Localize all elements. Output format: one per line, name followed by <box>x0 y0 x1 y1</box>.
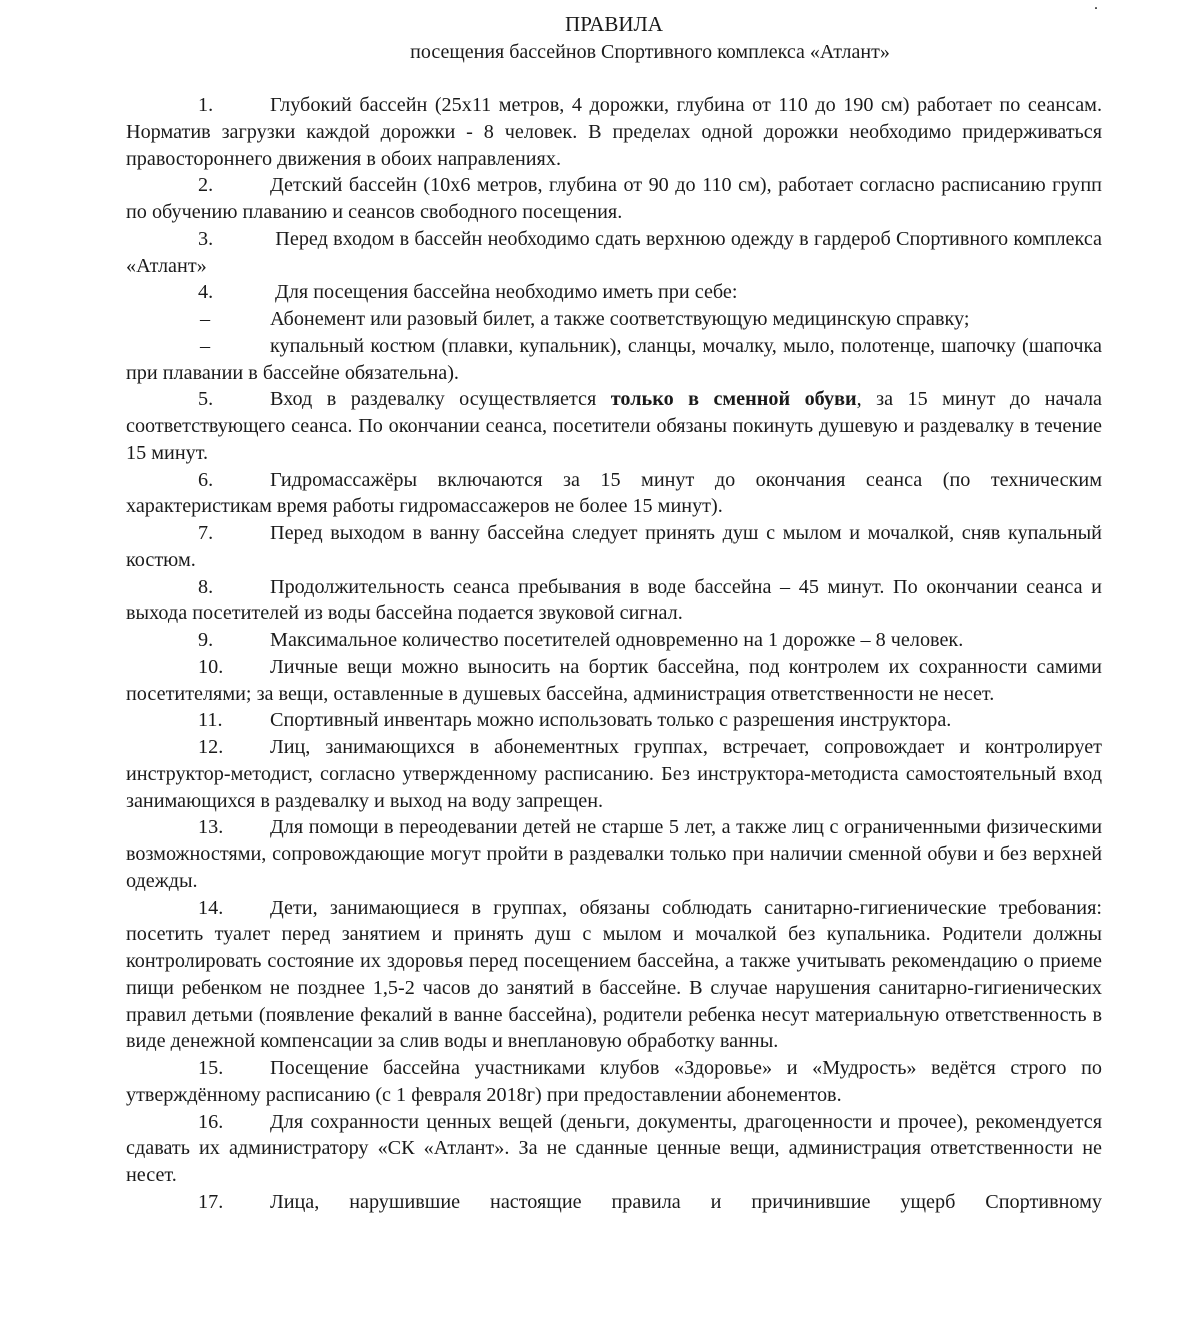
rule-item-11 <box>126 707 1102 734</box>
rule-text: Для помощи в переодевании детей не старше 5 лет, а также лиц с ограниченными физическими возможностями, сопровождающие могут пройти в раздевалки только при наличии сменной обуви и без верхней одежды. <box>126 816 1102 892</box>
list-dash: – <box>200 308 211 330</box>
rule-item-14 <box>126 895 1102 1056</box>
rule-text: Перед выходом в ванну бассейна следует принять душ с мылом и мочалкой, сняв купальный костюм. <box>126 522 1102 571</box>
rule-item-5 <box>126 386 1102 466</box>
rule-number: 11. <box>198 709 223 732</box>
rule-item-17 <box>126 1189 1102 1216</box>
rule-number: 3. <box>198 227 214 250</box>
rule-number: 13. <box>198 816 224 839</box>
rule-item-4 <box>126 279 1102 306</box>
rule-text: Посещение бассейна участниками клубов «Здоровье» и «Мудрость» ведётся строго по утверждённому расписанию (с 1 февраля 2018г) при предоставлении абонементов. <box>126 1057 1102 1106</box>
rule-number: 1. <box>198 94 214 116</box>
document-title: ПРАВИЛА <box>565 12 663 36</box>
rule-subitem-ticket <box>126 306 1102 333</box>
rule-item-16 <box>126 1109 1102 1189</box>
rule-item-12 <box>126 734 1102 814</box>
rule-text-after: , за 15 минут до начала соответствующего сеанса. По окончании сеанса, посетители обязаны покинуть душевую и раздевалку в течение 15 минут. <box>126 388 1102 464</box>
rule-text: Перед входом в бассейн необходимо сдать верхнюю одежду в гардероб Спортивного комплекса «Атлант» <box>126 227 1102 277</box>
rule-item-8 <box>126 574 1102 628</box>
rule-number: 12. <box>198 736 224 758</box>
rule-number: 16. <box>198 1110 224 1133</box>
rule-number: 15. <box>198 1057 224 1079</box>
rule-text: Спортивный инвентарь можно использовать только с разрешения инструктора. <box>270 709 952 732</box>
rule-text: Дети, занимающиеся в группах, обязаны соблюдать санитарно-гигиенические требования: посетить туалет перед занятием и принять душ с мылом и мочалкой без купальника. Родители должны контролировать состояние их здоровья перед посещением бассейна, а также учитывать рекомендацию о приеме пищи ребенком не позднее 1,5-2 часов до занятий в бассейне. В случае нарушения санитарно-гигиенических правил детьми (появление фекалий в ванне бассейна), родители ребенка несут материальную ответственность в виде денежной компенсации за слив воды и внеплановую обработку ванны. <box>126 896 1102 1053</box>
rule-text-bold: только в сменной обуви <box>610 388 857 411</box>
document-subtitle: посещения бассейнов Спортивного комплекса «Атлант» <box>410 41 890 63</box>
rule-text: Глубокий бассейн (25х11 метров, 4 дорожки, глубина от 110 до 190 см) работает по сеансам. Норматив загрузки каждой дорожки - 8 человек. В пределах одной дорожки необходимо придерживаться правостороннего движения в обоих направлениях. <box>126 94 1102 170</box>
rule-text: Для посещения бассейна необходимо иметь при себе: <box>270 281 738 304</box>
rule-item-1 <box>126 92 1102 172</box>
rule-text: Личные вещи можно выносить на бортик бассейна, под контролем их сохранности самими посетителями; за вещи, оставленные в душевых бассейна, администрация ответственности не несет. <box>126 655 1102 705</box>
rule-item-3 <box>126 226 1102 280</box>
rule-number: 5. <box>198 388 214 411</box>
rule-number: 7. <box>198 522 214 544</box>
rule-text: Гидромассажёры включаются за 15 минут до окончания сеанса (по техническим характеристикам время работы гидромассажеров не более 15 минут). <box>126 468 1102 518</box>
rule-number: 10. <box>198 655 224 678</box>
rule-text: купальный костюм (плавки, купальник), сланцы, мочалку, мыло, полотенце, шапочку (шапочка при плавании в бассейне обязательна). <box>126 334 1102 384</box>
rule-number: 14. <box>198 896 224 919</box>
rule-text: Максимальное количество посетителей одновременно на 1 дорожке – 8 человек. <box>270 629 964 651</box>
list-dash: – <box>200 334 211 357</box>
rule-number: 9. <box>198 629 214 651</box>
rule-text: Лиц, занимающихся в абонементных группах, встречает, сопровождает и контролирует инструктор-методист, согласно утвержденному расписанию. Без инструктора-методиста самостоятельный вход занимающихся в раздевалку и выход на воду запрещен. <box>126 736 1102 812</box>
rule-number: 2. <box>198 174 214 197</box>
rule-item-6 <box>126 467 1102 521</box>
rule-text: Для сохранности ценных вещей (деньги, документы, драгоценности и прочее), рекомендуется сдавать их администратору «СК «Атлант». За не сданные ценные вещи, администрация ответственности не несет. <box>126 1110 1102 1186</box>
rule-text: Абонемент или разовый билет, а также соответствующую медицинскую справку; <box>270 308 970 330</box>
rule-subitem-swimwear <box>126 333 1102 387</box>
rule-item-10 <box>126 654 1102 708</box>
rule-item-9 <box>126 627 1102 654</box>
rule-text-before: Вход в раздевалку осуществляется <box>270 388 611 411</box>
rule-item-7 <box>126 520 1102 574</box>
rule-text: Лица, нарушившие настоящие правила и причинившие ущерб Спортивному <box>270 1190 1102 1213</box>
rules-list <box>126 92 1102 1216</box>
rule-text: Детский бассейн (10х6 метров, глубина от 90 до 110 см), работает согласно расписанию групп по обучению плаванию и сеансов свободного посещения. <box>126 174 1102 223</box>
rule-text: Продолжительность сеанса пребывания в воде бассейна – 45 минут. По окончании сеанса и выхода посетителей из воды бассейна подается звуковой сигнал. <box>126 575 1102 625</box>
rule-number: 4. <box>198 281 214 304</box>
rule-number: 6. <box>198 468 214 491</box>
rule-item-2 <box>126 172 1102 226</box>
rule-number: 8. <box>198 575 214 598</box>
rule-item-13 <box>126 814 1102 894</box>
corner-mark: . <box>1094 0 1098 13</box>
rule-item-15 <box>126 1055 1102 1109</box>
rule-number: 17. <box>198 1190 224 1213</box>
